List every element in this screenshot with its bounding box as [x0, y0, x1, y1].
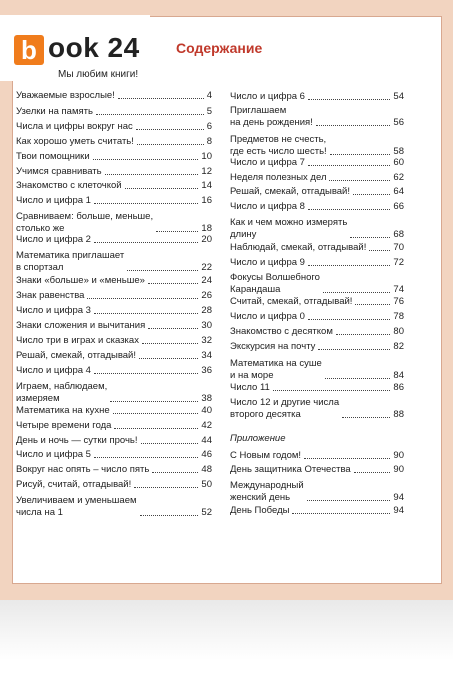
toc-leader-dots — [355, 303, 390, 305]
toc-leader-dots — [93, 158, 199, 160]
toc-entry — [230, 296, 404, 308]
toc-entry-page: 5 — [206, 106, 212, 117]
toc-entry-title: Рисуй, считай, отгадывай! — [16, 479, 132, 490]
toc-entry-page: 46 — [201, 449, 212, 460]
toc-leader-dots — [354, 471, 391, 473]
toc-entry-title: Четыре времени года — [16, 420, 112, 431]
toc-entry — [230, 201, 404, 213]
toc-leader-dots — [304, 457, 390, 459]
toc-entry-page: 76 — [393, 296, 404, 307]
toc-entry-page: 18 — [201, 223, 212, 234]
toc-entry-title: Решай, смекай, отгадывай! — [16, 350, 136, 361]
toc-leader-dots — [125, 187, 199, 189]
toc-leader-dots — [105, 173, 199, 175]
toc-entry — [230, 382, 404, 394]
toc-entry-title: Число и цифра 6 — [230, 91, 305, 102]
toc-leader-dots — [323, 291, 391, 293]
logo-tagline: Мы любим книги! — [58, 69, 139, 80]
toc-leader-dots — [94, 312, 198, 314]
toc-entry — [16, 151, 212, 163]
toc-entry — [230, 480, 404, 504]
toc-entry-title: Число и цифра 7 — [230, 157, 305, 168]
toc-entry-page: 94 — [393, 492, 404, 503]
toc-entry-page: 68 — [393, 229, 404, 240]
toc-entry — [16, 305, 212, 317]
toc-entry-title: Число и цифра 4 — [16, 365, 91, 376]
toc-entry-title: Число три в играх и сказках — [16, 335, 139, 346]
toc-entry-page: 86 — [393, 382, 404, 393]
toc-heading: Содержание — [176, 40, 263, 56]
toc-leader-dots — [308, 98, 390, 100]
toc-entry-title: Увеличиваем и уменьшаем числа на 1 — [16, 495, 137, 518]
toc-leader-dots — [330, 153, 391, 155]
toc-entry-title: Число 11 — [230, 382, 270, 393]
toc-entry-title: Фокусы Волшебного Карандаша — [230, 272, 320, 295]
toc-entry-page: 30 — [201, 320, 212, 331]
toc-entry-page: 50 — [201, 479, 212, 490]
toc-section-heading — [230, 433, 404, 445]
toc-entry — [230, 326, 404, 338]
toc-entry — [16, 180, 212, 192]
toc-entry-page: 26 — [201, 290, 212, 301]
toc-entry — [230, 186, 404, 198]
toc-entry-title: Приложение — [230, 433, 286, 444]
toc-leader-dots — [136, 128, 204, 130]
toc-entry-title: Число и цифра 2 — [16, 234, 91, 245]
toc-entry-title: Международный женский день — [230, 480, 304, 503]
toc-entry — [16, 479, 212, 491]
toc-entry — [230, 105, 404, 129]
toc-entry — [230, 397, 404, 421]
toc-leader-dots — [127, 269, 198, 271]
toc-entry — [16, 250, 212, 274]
toc-entry-title: Наблюдай, смекай, отгадывай! — [230, 242, 367, 253]
toc-entry — [16, 166, 212, 178]
toc-entry-page: 52 — [201, 507, 212, 518]
toc-entry — [230, 464, 404, 476]
toc-entry-page: 4 — [206, 90, 212, 101]
toc-entry-title: Неделя полезных дел — [230, 172, 327, 183]
toc-entry-page: 6 — [206, 121, 212, 132]
toc-entry — [16, 275, 212, 287]
toc-entry-title: Математика приглашает в спортзал — [16, 250, 125, 273]
toc-entry-title: Знаки «больше» и «меньше» — [16, 275, 145, 286]
toc-entry — [230, 157, 404, 169]
toc-entry-title: Как и чем можно измерять длину — [230, 217, 348, 240]
toc-entry — [230, 505, 404, 517]
toc-entry — [16, 90, 212, 102]
toc-entry-page: 8 — [206, 136, 212, 147]
toc-entry-page: 12 — [201, 166, 212, 177]
toc-entry-title: С Новым годом! — [230, 450, 302, 461]
toc-entry-title: Число 12 и другие числа второго десятка — [230, 397, 340, 420]
toc-leader-dots — [369, 249, 390, 251]
toc-entry-page: 72 — [393, 257, 404, 268]
toc-entry — [16, 335, 212, 347]
toc-entry-title: Считай, смекай, отгадывай! — [230, 296, 353, 307]
toc-entry-page: 60 — [393, 157, 404, 168]
toc-entry-title: Знакомство с десятком — [230, 326, 333, 337]
toc-leader-dots — [148, 282, 199, 284]
toc-leader-dots — [114, 427, 198, 429]
toc-entry-title: Знакомство с клеточкой — [16, 180, 122, 191]
toc-entry-title: Приглашаем на день рождения! — [230, 105, 313, 128]
toc-entry — [16, 435, 212, 447]
toc-entry — [230, 134, 404, 158]
toc-entry-title: День Победы — [230, 505, 290, 516]
toc-entry — [230, 341, 404, 353]
toc-leader-dots — [87, 297, 198, 299]
toc-leader-dots — [353, 193, 390, 195]
toc-leader-dots — [308, 164, 390, 166]
toc-entry-page: 90 — [393, 464, 404, 475]
toc-leader-dots — [137, 143, 204, 145]
toc-leader-dots — [94, 372, 198, 374]
toc-entry-title: Экскурсия на почту — [230, 341, 316, 352]
toc-entry-title: Число и цифра 8 — [230, 201, 305, 212]
toc-entry-page: 32 — [201, 335, 212, 346]
toc-entry-title: Число и цифра 9 — [230, 257, 305, 268]
toc-entry-page: 24 — [201, 275, 212, 286]
toc-entry-page: 70 — [393, 242, 404, 253]
toc-entry — [16, 234, 212, 246]
toc-entry-title: Число и цифра 3 — [16, 305, 91, 316]
toc-leader-dots — [342, 416, 390, 418]
toc-entry-title: Математика на кухне — [16, 405, 110, 416]
toc-entry-title: Знаки сложения и вычитания — [16, 320, 146, 331]
toc-entry-page: 82 — [393, 341, 404, 352]
toc-leader-dots — [308, 208, 390, 210]
toc-entry — [16, 211, 212, 235]
toc-entry-page: 64 — [393, 186, 404, 197]
brand-logo — [0, 15, 150, 81]
toc-leader-dots — [94, 241, 198, 243]
toc-entry-title: Решай, смекай, отгадывай! — [230, 186, 350, 197]
toc-entry-page: 62 — [393, 172, 404, 183]
toc-leader-dots — [96, 113, 204, 115]
toc-entry — [230, 272, 404, 296]
toc-leader-dots — [329, 179, 390, 181]
toc-entry — [16, 290, 212, 302]
toc-entry-page: 16 — [201, 195, 212, 206]
toc-entry-page: 78 — [393, 311, 404, 322]
toc-entry-page: 74 — [393, 284, 404, 295]
toc-leader-dots — [139, 357, 198, 359]
toc-entry — [230, 242, 404, 254]
toc-entry — [16, 420, 212, 432]
toc-entry-page: 22 — [201, 262, 212, 273]
toc-entry-page: 42 — [201, 420, 212, 431]
toc-entry — [16, 464, 212, 476]
toc-entry — [16, 365, 212, 377]
toc-entry-title: Число и цифра 5 — [16, 449, 91, 460]
toc-entry-title: Как хорошо уметь считать! — [16, 136, 134, 147]
toc-leader-dots — [336, 333, 391, 335]
toc-leader-dots — [273, 389, 391, 391]
toc-entry — [16, 121, 212, 133]
toc-entry-title: Предметов не счесть, где есть число шесть! — [230, 134, 327, 157]
toc-entry — [16, 106, 212, 118]
toc-entry — [16, 136, 212, 148]
logo-mark: b — [14, 35, 44, 65]
toc-leader-dots — [308, 264, 390, 266]
toc-entry-page: 10 — [201, 151, 212, 162]
toc-entry-page: 88 — [393, 409, 404, 420]
toc-leader-dots — [148, 327, 198, 329]
toc-entry-page: 14 — [201, 180, 212, 191]
toc-entry-page: 36 — [201, 365, 212, 376]
toc-leader-dots — [113, 412, 199, 414]
toc-leader-dots — [142, 342, 198, 344]
toc-entry-page: 84 — [393, 370, 404, 381]
logo-wordmark: ook 24 — [48, 32, 140, 63]
toc-entry — [16, 350, 212, 362]
toc-entry — [16, 495, 212, 519]
toc-entry-title: Число и цифра 1 — [16, 195, 91, 206]
toc-leader-dots — [118, 97, 204, 99]
toc-leader-dots — [110, 400, 198, 402]
toc-entry-page: 80 — [393, 326, 404, 337]
toc-entry-title: Узелки на память — [16, 106, 93, 117]
toc-entry — [230, 172, 404, 184]
toc-entry-title: Математика на суше и на море — [230, 358, 322, 381]
toc-entry-title: Числа и цифры вокруг нас — [16, 121, 133, 132]
toc-leader-dots — [134, 486, 198, 488]
toc-entry-page: 38 — [201, 393, 212, 404]
page-shadow — [0, 600, 453, 660]
toc-leader-dots — [350, 236, 390, 238]
toc-entry-title: День и ночь — сутки прочь! — [16, 435, 138, 446]
toc-entry — [230, 91, 404, 103]
toc-entry — [16, 195, 212, 207]
toc-entry — [230, 450, 404, 462]
toc-leader-dots — [140, 514, 199, 516]
toc-entry-page: 40 — [201, 405, 212, 416]
toc-entry — [16, 449, 212, 461]
toc-entry-page: 48 — [201, 464, 212, 475]
toc-leader-dots — [316, 124, 391, 126]
toc-entry-page: 20 — [201, 234, 212, 245]
toc-entry-page: 66 — [393, 201, 404, 212]
toc-leader-dots — [141, 442, 199, 444]
toc-entry-page: 56 — [393, 117, 404, 128]
toc-entry-page: 28 — [201, 305, 212, 316]
toc-entry — [230, 217, 404, 241]
toc-entry-title: Уважаемые взрослые! — [16, 90, 115, 101]
toc-entry — [230, 358, 404, 382]
toc-entry — [16, 405, 212, 417]
toc-entry — [230, 311, 404, 323]
toc-entry-page: 94 — [393, 505, 404, 516]
toc-leader-dots — [152, 471, 198, 473]
toc-leader-dots — [94, 456, 198, 458]
toc-leader-dots — [318, 348, 390, 350]
toc-entry-page: 44 — [201, 435, 212, 446]
toc-leader-dots — [308, 318, 390, 320]
toc-entry — [16, 320, 212, 332]
toc-entry-title: Вокруг нас опять – число пять — [16, 464, 150, 475]
toc-entry-title: День защитника Отечества — [230, 464, 351, 475]
toc-entry-title: Твои помощники — [16, 151, 90, 162]
toc-entry-title: Сравниваем: больше, меньше, столько же — [16, 211, 154, 234]
toc-leader-dots — [156, 230, 198, 232]
toc-entry-title: Играем, наблюдаем, измеряем — [16, 381, 108, 404]
toc-entry — [16, 381, 212, 405]
toc-entry-page: 54 — [393, 91, 404, 102]
toc-leader-dots — [325, 377, 391, 379]
toc-entry-title: Знак равенства — [16, 290, 85, 301]
toc-entry-page: 58 — [393, 146, 404, 157]
toc-leader-dots — [94, 202, 198, 204]
toc-entry — [230, 257, 404, 269]
toc-leader-dots — [292, 512, 390, 514]
toc-entry-title: Число и цифра 0 — [230, 311, 305, 322]
toc-entry-page: 34 — [201, 350, 212, 361]
toc-entry-page: 90 — [393, 450, 404, 461]
toc-entry-title: Учимся сравнивать — [16, 166, 102, 177]
toc-leader-dots — [307, 499, 391, 501]
